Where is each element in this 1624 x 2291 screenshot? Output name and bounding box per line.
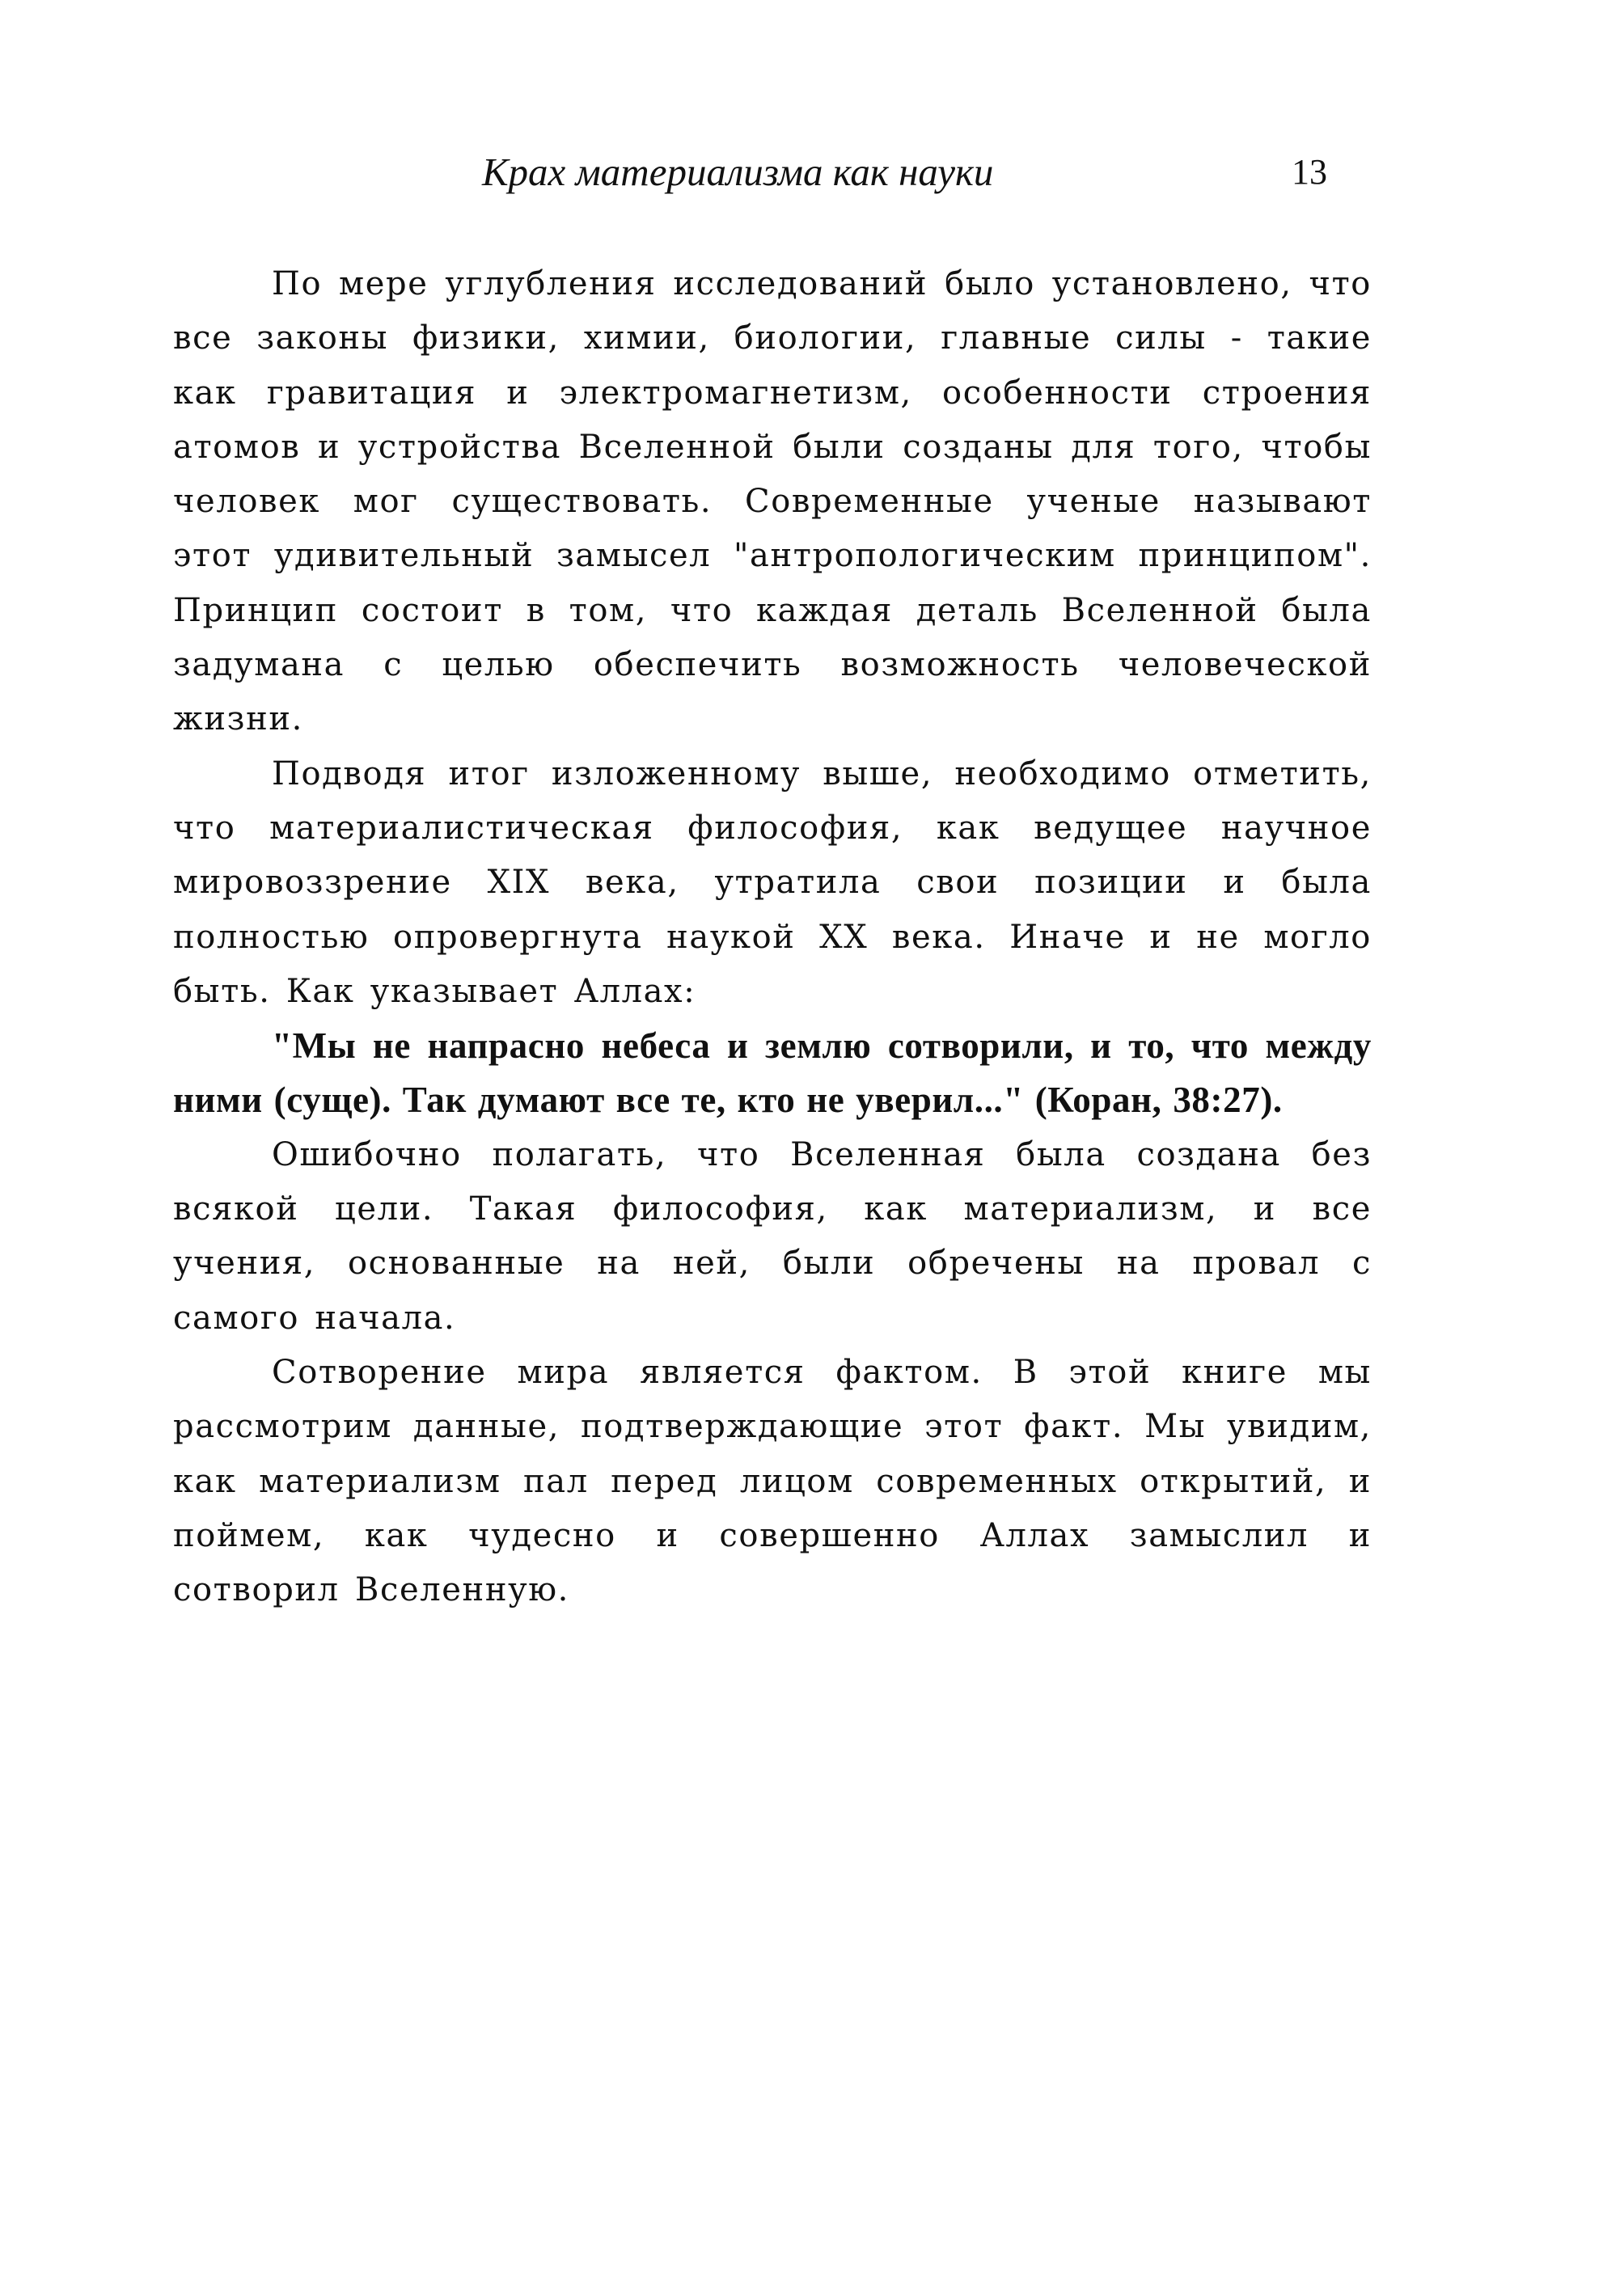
paragraph-purpose: Ошибочно полагать, что Вселенная была создана без всякой цели. Такая философия, как материализм, и все учения, основанные на ней, были обречены на провал с самого начала.: [173, 1135, 1372, 1337]
paragraph-anthropic-principle: По мере углубления исследований было установлено, что все законы физики, химии, биологии, главные силы - такие как гравитация и электромагнетизм, особенности строения атомов и устройства Вселенной были созданы для того, чтобы человек мог существовать. Современные ученые называют этот удивительный замысел "антропологическим принципом". Принцип состоит в том, что каждая деталь Вселенной была задумана с целью обеспечить возможность человеческой жизни.: [173, 265, 1372, 738]
running-header: [0, 144, 1624, 201]
paragraph-summary: Подводя итог изложенному выше, необходимо отметить, что материалистическая философия, как ведущее научное мировоззрение XIX века, утратила свои позиции и была полностью опровергнута наукой XX века. Иначе и не могло быть. Как указывает Аллах:: [173, 755, 1372, 1010]
paragraph-creation-fact: Сотворение мира является фактом. В этой книге мы рассмотрим данные, подтверждающие этот факт. Мы увидим, как материализм пал перед лицом современных открытий, и поймем, как чудесно и совершенно Аллах замыслил и сотворил Вселенную.: [173, 1353, 1372, 1609]
page-number: 13: [1292, 152, 1327, 192]
running-title: Крах материализма как науки: [482, 150, 994, 194]
body-text: [173, 257, 1372, 1617]
quran-quote: "Мы не напрасно небеса и землю сотворили, и то, что между ними (суще). Так думают все те, кто не уверил..." (Коран, 38:27).: [173, 1025, 1372, 1121]
